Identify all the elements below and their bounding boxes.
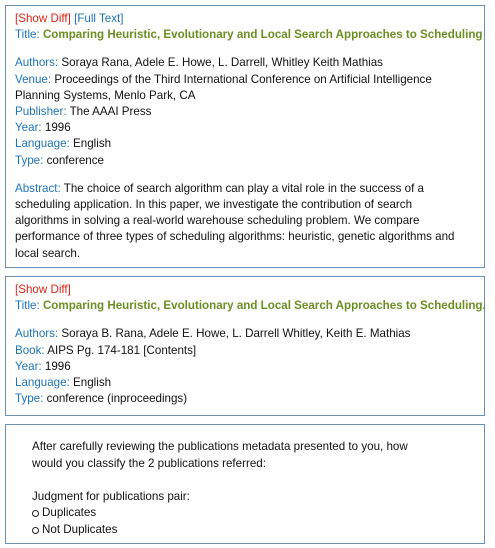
record-2-title: Comparing Heuristic, Evolutionary and Local Search Approaches to Scheduling. — [42, 299, 486, 313]
authors-label-2: Authors: — [15, 327, 59, 341]
record-1-abstract-line-2: scheduling application. In this paper, we investigate the contribution of search — [15, 198, 413, 212]
radio-not-duplicates-icon[interactable] — [32, 527, 39, 534]
publication-record-1 — [5, 5, 485, 268]
record-1-year: 1996 — [44, 121, 71, 135]
record-2-authors-row — [15, 326, 475, 342]
record-1-authors: Soraya Rana, Adele E. Howe, L. Darrell, Whitley Keith Mathias — [61, 56, 383, 70]
record-1-abstract-line-1: The choice of search algorithm can play a vital role in the success of a — [63, 181, 424, 195]
option-not-duplicates[interactable] — [32, 522, 472, 539]
judgment-label: Judgment for publications pair: — [32, 489, 190, 503]
judgment-question-panel — [5, 424, 485, 544]
language-label-2: Language: — [15, 376, 70, 390]
full-text-link[interactable]: [Full Text] — [74, 12, 124, 25]
record-2-year: 1996 — [44, 359, 71, 373]
record-1-language-row — [15, 136, 475, 152]
record-1-title-row — [15, 27, 483, 43]
record-2-type-row — [15, 391, 475, 407]
record-1-title: Comparing Heuristic, Evolutionary and Local Search Approaches to Scheduling — [42, 28, 483, 42]
record-2-book-row — [15, 343, 475, 359]
show-diff-link[interactable]: [Show Diff] — [15, 12, 71, 25]
record-1-abstract-line-3: algorithms in solving a real-world warehouse scheduling problem. We compare — [15, 214, 420, 228]
year-label: Year: — [15, 121, 42, 135]
record-1-authors-row — [15, 55, 475, 71]
record-2-links — [15, 282, 475, 298]
record-1-language: English — [73, 137, 112, 151]
type-label: Type: — [15, 153, 44, 167]
record-2-title-row — [15, 298, 486, 314]
question-line-1: After carefully reviewing the publications metadata presented to you, how — [32, 440, 408, 453]
record-1-abstract-row — [15, 181, 475, 197]
record-2-language-row — [15, 375, 475, 391]
option-duplicates-label[interactable]: Duplicates — [42, 506, 97, 520]
record-1-venue-row — [15, 72, 475, 88]
record-2-book: AIPS Pg. 174-181 [Contents] — [47, 343, 197, 357]
record-2-language: English — [73, 376, 112, 390]
option-duplicates[interactable] — [32, 505, 472, 522]
authors-label: Authors: — [15, 56, 59, 70]
record-1-venue-line-1: Proceedings of the Third International Conference on Artificial Intelligence — [54, 72, 432, 86]
venue-label: Venue: — [15, 72, 52, 86]
publisher-label: Publisher: — [15, 105, 67, 119]
language-label: Language: — [15, 137, 70, 151]
radio-duplicates-icon[interactable] — [32, 510, 39, 517]
title-label-2: Title: — [15, 299, 40, 313]
year-label-2: Year: — [15, 359, 42, 373]
record-1-abstract-line-5: local search. — [15, 246, 81, 260]
question-line-2: would you classify the 2 publications referred: — [32, 456, 266, 470]
option-not-duplicates-label[interactable]: Not Duplicates — [42, 523, 118, 537]
record-1-type-row — [15, 153, 475, 169]
record-1-type: conference — [46, 153, 104, 167]
record-1-publisher-row — [15, 104, 475, 120]
record-1-venue-line-2: Planning Systems, Menlo Park, CA — [15, 88, 196, 102]
book-label: Book: — [15, 343, 45, 357]
abstract-label: Abstract: — [15, 181, 61, 195]
record-1-year-row — [15, 120, 475, 136]
record-2-type: conference (inproceedings) — [46, 392, 188, 406]
record-1-publisher: The AAAI Press — [69, 105, 152, 119]
record-2-year-row — [15, 359, 475, 375]
record-1-links — [15, 11, 475, 27]
record-1-abstract-line-4: performance of three types of scheduling algorithms: heuristic, genetic algorithms and — [15, 230, 455, 244]
show-diff-link-2[interactable]: [Show Diff] — [15, 283, 71, 296]
publication-record-2 — [5, 276, 485, 416]
record-2-authors: Soraya B. Rana, Adele E. Howe, L. Darrell Whitley, Keith E. Mathias — [61, 327, 411, 341]
title-label: Title: — [15, 28, 40, 42]
type-label-2: Type: — [15, 392, 44, 406]
